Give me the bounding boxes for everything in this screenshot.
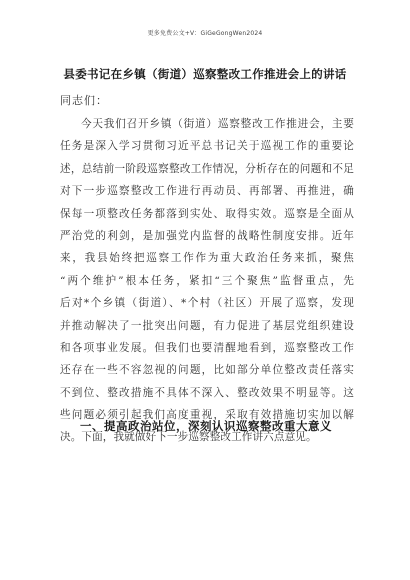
- paragraph-line: 后对*个乡镇（街道）、*个村（社区）开展了巡察，发现: [60, 297, 354, 310]
- paragraph-line: 不到位、整改措施不具体不深入、整改效果不明显等。这: [60, 386, 354, 399]
- section-heading: 一、提高政治站位，深刻认识巡察整改重大意义: [80, 419, 332, 433]
- paragraph-line: 来，我县始终把巡察工作作为重大政治任务来抓，聚焦: [60, 252, 354, 265]
- paragraph-line: 述，总结前一阶段巡察整改工作情况，分析存在的问题和不足: [60, 162, 354, 175]
- body-paragraph: [60, 113, 354, 449]
- paragraph-line: 和各项事业发展。但我们也要清醒地看到，巡察整改工作: [60, 341, 354, 354]
- paragraph-line: “两个维护”根本任务，紧扣“三个聚焦”监督重点，先: [60, 274, 354, 287]
- paragraph-line: 还存在一些不容忽视的问题，比如部分单位整改责任落实: [60, 364, 354, 377]
- paragraph-line: 今天我们召开乡镇（街道）巡察整改工作推进会，主要: [81, 118, 354, 130]
- paragraph-line: 些问题必须引起我们高度重视，采取有效措施切实加以解: [60, 409, 354, 422]
- paragraph-line: 任务是深入学习贯彻习近平总书记关于巡视工作的重要论: [60, 140, 354, 153]
- paragraph-line: 并推动解决了一批突出问题，有力促进了基层党组织建设: [60, 319, 354, 332]
- paragraph-line: 决。下面，我就做好下一步巡察整改工作讲六点意见。: [60, 431, 317, 444]
- paragraph-line: 对下一步巡察整改工作进行再动员、再部署、再推进，确: [60, 185, 354, 198]
- page-title: 县委书记在乡镇（街道）巡察整改工作推进会上的讲话: [63, 67, 347, 81]
- paragraph-line: 严治党的利剑，是加强党内监督的战略性制度安排。近年: [60, 229, 354, 242]
- paragraph-line: 保每一项整改任务都落到实处、取得实效。巡察是全面从: [60, 207, 354, 220]
- salutation: 同志们：: [60, 94, 108, 107]
- header-watermark: 更多免费公文+V：GiGeGongWen2024: [147, 30, 263, 37]
